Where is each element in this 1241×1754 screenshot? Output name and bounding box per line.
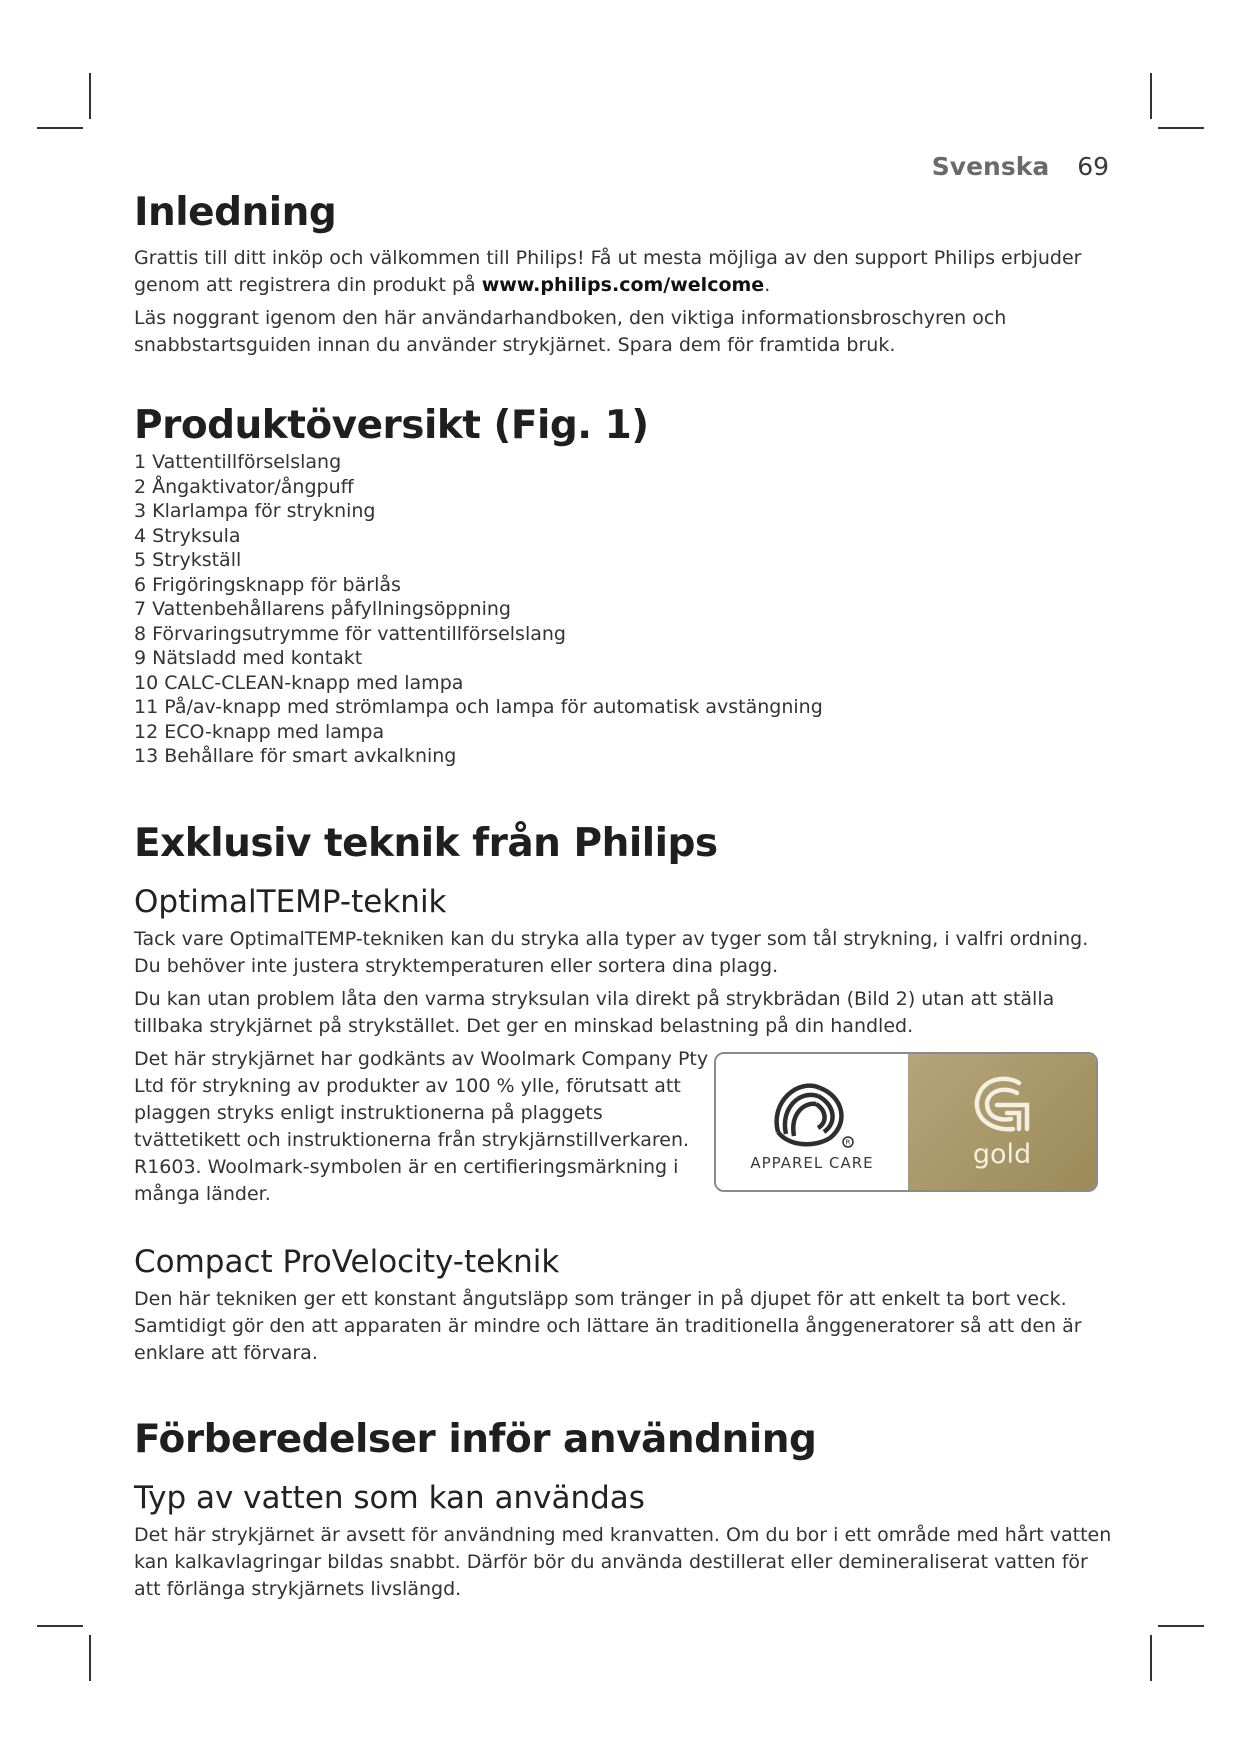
- intro-text: Grattis till ditt inköp och välkommen till Philips! Få ut mesta möjliga av den support Philips erbjuder genom att registrera din produkt på: [134, 247, 1082, 296]
- intro-paragraph-2: Läs noggrant igenom den här användarhandboken, den viktiga informationsbroschyren och snabbstartsguiden innan du använder strykjärnet. Spara dem för framtida bruk.: [134, 307, 1007, 356]
- crop-mark: [1150, 73, 1152, 119]
- overview-title: Produktöversikt (Fig. 1): [134, 403, 649, 448]
- welcome-link[interactable]: www.philips.com/welcome: [481, 274, 765, 296]
- list-item: 7 Vattenbehållarens påfyllningsöppning: [134, 598, 511, 620]
- woolmark-icon: [768, 1072, 856, 1150]
- language-label: Svenska: [931, 152, 1050, 181]
- list-item: 1 Vattentillförselslang: [134, 451, 342, 473]
- page-number: 69: [1077, 152, 1109, 181]
- water-paragraph: Det här strykjärnet är avsett för användning med kranvatten. Om du bor i ett område med hårt vatten kan kalkavlagringar bildas snabbt. Därför bör du använda destillerat eller demineraliserat vatten för att förlänga strykjärnets livslängd.: [134, 1523, 1112, 1600]
- compact-title: Compact ProVelocity-teknik: [134, 1243, 560, 1280]
- list-item: 4 Stryksula: [134, 524, 241, 547]
- intro-section: [134, 190, 1114, 359]
- list-item: 8 Förvaringsutrymme för vattentillförselslang: [134, 622, 566, 645]
- woolmark-badge: [714, 1052, 1098, 1192]
- list-item: 12 ECO-knapp med lampa: [134, 720, 385, 743]
- list-item: 11 På/av-knapp med strömlampa och lampa för automatisk avstängning: [134, 696, 823, 718]
- optimaltemp-paragraph-2: Du kan utan problem låta den varma stryksulan vila direkt på strykbrädan (Bild 2) utan att ställa tillbaka strykjärnet på strykstället. Det ger en minskad belastning på din handled.: [134, 987, 1055, 1037]
- optimaltemp-title: OptimalTEMP-teknik: [134, 883, 447, 920]
- svg-text:R: R: [845, 1138, 851, 1146]
- apparel-care-label: APPAREL CARE: [750, 1153, 874, 1172]
- gold-label: gold: [972, 1139, 1032, 1170]
- compact-paragraph: Den här tekniken ger ett konstant ångutsläpp som tränger in på djupet för att enkelt ta bort veck. Samtidigt gör den att apparaten är mindre och lättare än traditionella ånggeneratorer så att den är enklare att förvara.: [134, 1287, 1082, 1364]
- crop-mark: [1158, 127, 1204, 129]
- water-title: Typ av vatten som kan användas: [134, 1479, 645, 1516]
- list-item: 10 CALC-CLEAN-knapp med lampa: [134, 671, 464, 694]
- overview-section: [134, 403, 1114, 769]
- technology-section: [134, 821, 1114, 1367]
- list-item: 2 Ångaktivator/ångpuff: [134, 475, 354, 498]
- crop-mark: [89, 1635, 91, 1681]
- crop-mark: [89, 73, 91, 119]
- crop-mark: [37, 1625, 83, 1627]
- crop-mark: [1158, 1625, 1204, 1627]
- intro-paragraph-1: [134, 245, 1114, 299]
- crop-mark: [1150, 1635, 1152, 1681]
- list-item: 6 Frigöringsknapp för bärlås: [134, 573, 401, 596]
- preparation-title: Förberedelser inför användning: [134, 1416, 817, 1462]
- woolmark-gold-icon: [967, 1073, 1037, 1135]
- woolmark-row: [134, 1046, 1114, 1214]
- list-item: 9 Nätsladd med kontakt: [134, 647, 363, 669]
- intro-title: Inledning: [134, 190, 337, 235]
- optimaltemp-paragraph-3: Det här strykjärnet har godkänts av Woolmark Company Pty Ltd för strykning av produkter av 100 % ylle, förutsatt att plaggen stryks enligt instruktionerna på plaggets tvättetikett och instruktionerna från strykjärnstillverkaren. R1603. Woolmark-symbolen är en certifieringsmärkning i många länder.: [134, 1047, 709, 1205]
- preparation-section: [134, 1417, 1114, 1603]
- technology-title: Exklusiv teknik från Philips: [134, 820, 718, 866]
- list-item: 5 Strykställ: [134, 549, 242, 571]
- page-header: [932, 152, 1109, 181]
- woolmark-logo-panel: [716, 1054, 908, 1190]
- parts-list: [134, 450, 1114, 769]
- page-content: [134, 190, 1114, 1609]
- optimaltemp-paragraph-1: Tack vare OptimalTEMP-tekniken kan du stryka alla typer av tyger som tål strykning, i valfri ordning. Du behöver inte justera stryktemperaturen eller sortera dina plagg.: [134, 927, 1089, 977]
- intro-text-end: .: [764, 274, 771, 296]
- list-item: 13 Behållare för smart avkalkning: [134, 745, 457, 767]
- gold-panel: [908, 1054, 1096, 1190]
- crop-mark: [37, 127, 83, 129]
- list-item: 3 Klarlampa för strykning: [134, 500, 376, 522]
